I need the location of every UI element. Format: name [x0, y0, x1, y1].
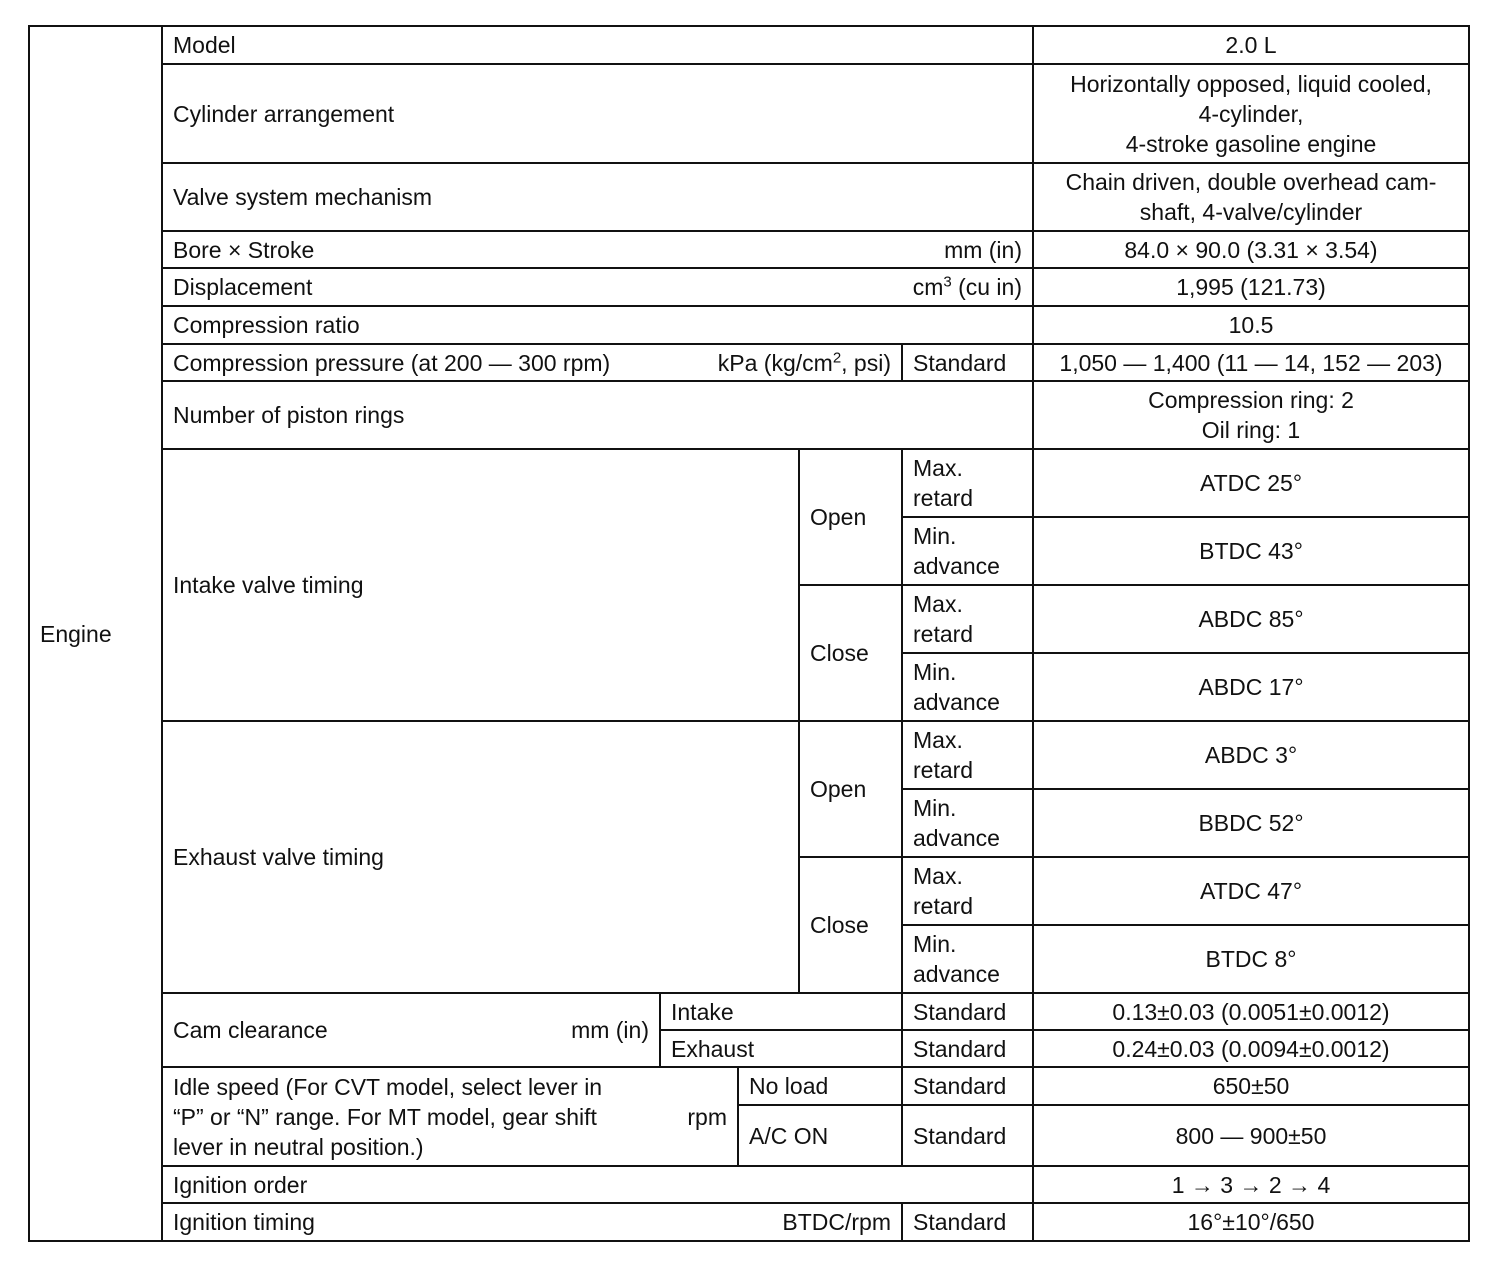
piston-rings-label: Number of piston rings — [162, 381, 1033, 449]
ignition-timing-label: Ignition timing BTDC/rpm — [162, 1203, 902, 1241]
compression-pressure-unit: kPa ($kg/cm^2$, psi) — [717, 348, 891, 376]
engine-section-label: Engine — [29, 26, 162, 1241]
intake-close-min-label: Min. advance — [902, 653, 1033, 721]
idle-ac-value: 800 — 900±50 — [1033, 1105, 1469, 1166]
valve-system-value: Chain driven, double overhead cam- shaft, 4-valve/cylinder — [1033, 163, 1469, 231]
exhaust-close-max-label: Max. retard — [902, 857, 1033, 925]
idle-noload-value: 650±50 — [1033, 1067, 1469, 1105]
displacement-value: 1,995 (121.73) — [1033, 268, 1469, 306]
cylinder-arrangement-label: Cylinder arrangement — [162, 64, 1033, 163]
displacement-label: Displacement $cm^3$ (cu in) — [162, 268, 1033, 306]
compression-pressure-condition: Standard — [902, 344, 1033, 381]
intake-close-max-value: ABDC 85° — [1033, 585, 1469, 653]
exhaust-close-min-value: BTDC 8° — [1033, 925, 1469, 993]
bore-stroke-label: Bore × Stroke mm (in) — [162, 231, 1033, 268]
exhaust-open-max-value: ABDC 3° — [1033, 721, 1469, 789]
exhaust-close-label: Close — [799, 857, 902, 993]
exhaust-close-min-label: Min. advance — [902, 925, 1033, 993]
idle-speed-label: Idle speed (For CVT model, select lever in “P” or “N” range. For MT model, gear shift lever in neutral position.) rpm — [162, 1067, 738, 1166]
exhaust-open-min-label: Min. advance — [902, 789, 1033, 857]
ignition-timing-value: 16°±10°/650 — [1033, 1203, 1469, 1241]
idle-ac-condition: Standard — [902, 1105, 1033, 1166]
cam-clearance-intake-value: 0.13±0.03 (0.0051±0.0012) — [1033, 993, 1469, 1030]
engine-spec-table — [28, 25, 1470, 1242]
ignition-order-label: Ignition order — [162, 1166, 1033, 1203]
ignition-timing-unit: BTDC/rpm — [782, 1209, 891, 1235]
exhaust-close-max-value: ATDC 47° — [1033, 857, 1469, 925]
cam-clearance-exhaust-condition: Standard — [902, 1030, 1033, 1067]
cam-clearance-exhaust-label: Exhaust — [660, 1030, 902, 1067]
bore-stroke-value: 84.0 × 90.0 (3.31 × 3.54) — [1033, 231, 1469, 268]
idle-noload-condition: Standard — [902, 1067, 1033, 1105]
intake-close-min-value: ABDC 17° — [1033, 653, 1469, 721]
cam-clearance-intake-condition: Standard — [902, 993, 1033, 1030]
exhaust-valve-timing-label: Exhaust valve timing — [162, 721, 799, 993]
valve-system-label: Valve system mechanism — [162, 163, 1033, 231]
exhaust-open-label: Open — [799, 721, 902, 857]
idle-noload-label: No load — [738, 1067, 902, 1105]
compression-pressure-value: 1,050 — 1,400 (11 — 14, 152 — 203) — [1033, 344, 1469, 381]
ignition-order-value: 1 → 3 → 2 → 4 — [1033, 1166, 1469, 1203]
cylinder-arrangement-value: Horizontally opposed, liquid cooled, 4-cylinder, 4-stroke gasoline engine — [1033, 64, 1469, 163]
exhaust-open-min-value: BBDC 52° — [1033, 789, 1469, 857]
intake-open-min-value: BTDC 43° — [1033, 517, 1469, 585]
idle-ac-label: A/C ON — [738, 1105, 902, 1166]
cam-clearance-unit: mm (in) — [571, 1017, 649, 1043]
model-label: Model — [162, 26, 1033, 64]
intake-open-min-label: Min. advance — [902, 517, 1033, 585]
intake-open-label: Open — [799, 449, 902, 585]
compression-ratio-label: Compression ratio — [162, 306, 1033, 344]
model-value: 2.0 L — [1033, 26, 1469, 64]
intake-close-label: Close — [799, 585, 902, 721]
idle-speed-unit: rpm — [687, 1103, 727, 1130]
exhaust-open-max-label: Max. retard — [902, 721, 1033, 789]
intake-close-max-label: Max. retard — [902, 585, 1033, 653]
compression-ratio-value: 10.5 — [1033, 306, 1469, 344]
displacement-unit: $cm^3$ (cu in) — [912, 273, 1022, 300]
compression-pressure-label: Compression pressure (at 200 — 300 rpm) kPa ($kg/cm^2$, psi) — [162, 344, 902, 381]
ignition-timing-condition: Standard — [902, 1203, 1033, 1241]
cam-clearance-label: Cam clearance mm (in) — [162, 993, 660, 1067]
piston-rings-value: Compression ring: 2 Oil ring: 1 — [1033, 381, 1469, 449]
intake-open-max-value: ATDC 25° — [1033, 449, 1469, 517]
intake-valve-timing-label: Intake valve timing — [162, 449, 799, 721]
intake-open-max-label: Max. retard — [902, 449, 1033, 517]
cam-clearance-intake-label: Intake — [660, 993, 902, 1030]
cam-clearance-exhaust-value: 0.24±0.03 (0.0094±0.0012) — [1033, 1030, 1469, 1067]
bore-stroke-unit: mm (in) — [944, 236, 1022, 263]
